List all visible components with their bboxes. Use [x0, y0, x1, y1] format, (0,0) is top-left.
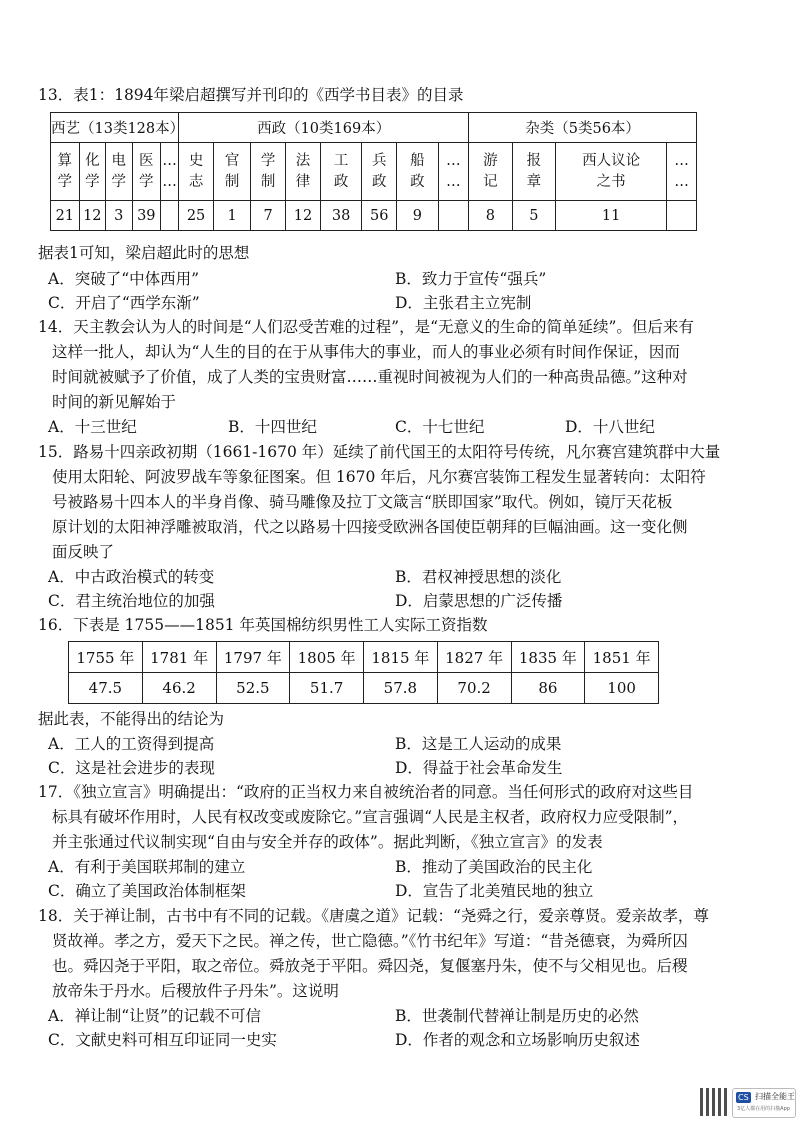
category-count-cell: 9 — [397, 201, 438, 231]
category-name-part: 游 — [483, 152, 498, 169]
q17-option-b[interactable]: B．推动了美国政治的民主化 — [395, 858, 593, 876]
q15-line-5: 面反映了 — [52, 543, 115, 561]
category-name-part: 志 — [188, 173, 204, 190]
wage-index-cell: 57.8 — [364, 673, 438, 704]
category-name-part: 法 — [295, 152, 311, 169]
category-name-part: … — [674, 152, 689, 169]
category-count-cell: 12 — [79, 201, 105, 231]
category-name-cell — [161, 143, 179, 201]
category-count-cell: 3 — [106, 201, 132, 231]
q18-option-a[interactable]: A．禅让制“让贤”的记载不可信 — [48, 1007, 262, 1025]
q16-option-a[interactable]: A．工人的工资得到提高 — [48, 735, 215, 753]
q14-option-b[interactable]: B．十四世纪 — [228, 418, 317, 436]
category-name-part: 化 — [85, 152, 100, 169]
category-name-cell — [438, 143, 469, 201]
q18-option-c[interactable]: C．文献史料可相互印证同一史实 — [48, 1031, 277, 1049]
category-name-part: 兵 — [371, 152, 387, 169]
q18-line-2: 贤故禅。孝之方，爱天下之民。禅之传，世亡隐德。”《竹书纪年》写道：“昔尧德衰，为舜所囚 — [52, 932, 688, 950]
category-count-cell — [438, 201, 469, 231]
q16-table — [68, 641, 659, 704]
category-name-cell — [79, 143, 105, 201]
group-xizheng: 西政（10类169本） — [179, 113, 469, 143]
year-cell: 1805 年 — [290, 642, 364, 673]
q15-line-4: 原计划的太阳神浮雕被取消，代之以路易十四接受欧洲各国使臣朝拜的巨幅油画。这一变化侧 — [52, 518, 688, 536]
category-name-part: 政 — [333, 173, 349, 190]
category-count-cell — [161, 201, 179, 231]
q17-line-3: 并主张通过代议制实现“自由与安全并存的政体”。据此判断，《独立宣言》的发表 — [52, 833, 603, 851]
category-count-cell: 39 — [132, 201, 161, 231]
category-name-cell — [286, 143, 321, 201]
category-name-cell — [362, 143, 397, 201]
category-name-part: 史 — [188, 152, 204, 169]
category-name-cell — [106, 143, 132, 201]
category-name-part: 船 — [410, 152, 425, 169]
q13-option-b[interactable]: B．致力于宣传“强兵” — [395, 270, 547, 288]
category-name-part: 医 — [139, 152, 154, 169]
category-count-cell: 1 — [214, 201, 251, 231]
q14-line-3: 时间就被赋予了价值，成了人类的宝贵财富……重视时间被视为人们的一种高贵品德。”这种对 — [52, 368, 688, 386]
q15-option-b[interactable]: B．君权神授思想的淡化 — [395, 568, 562, 586]
category-count-cell: 25 — [179, 201, 214, 231]
q14-option-d[interactable]: D．十八世纪 — [565, 418, 655, 436]
category-name-cell — [51, 143, 80, 201]
category-name-part: 章 — [526, 173, 542, 190]
wage-index-cell: 52.5 — [216, 673, 290, 704]
q15-line-2: 使用太阳轮、阿波罗战车等象征图案。但 1670 年后，凡尔赛宫装饰工程发生显著转向：太阳符 — [52, 468, 706, 486]
category-name-part: … — [162, 173, 177, 190]
category-name-part: 律 — [295, 173, 311, 190]
q14-option-a[interactable]: A．十三世纪 — [48, 418, 137, 436]
year-cell: 1781 年 — [142, 642, 216, 673]
q18-option-b[interactable]: B．世袭制代替禅让制是历史的必然 — [395, 1007, 639, 1025]
wage-index-cell: 70.2 — [437, 673, 511, 704]
category-name-part: 记 — [483, 173, 498, 190]
q15-option-a[interactable]: A．中古政治模式的转变 — [48, 568, 215, 586]
q18-line-3: 也。舜囚尧于平阳，取之帝位。舜放尧于平阳。舜囚尧，复偃塞丹朱，使不与父相见也。后稷 — [52, 957, 688, 975]
q13-table — [50, 112, 697, 231]
year-cell: 1755 年 — [69, 642, 143, 673]
q17-option-c[interactable]: C．确立了美国政治体制框架 — [48, 882, 246, 900]
category-name-part: 政 — [410, 173, 425, 190]
category-name-part: 之书 — [596, 173, 626, 190]
category-count-cell: 21 — [51, 201, 80, 231]
q13-stem: 13．表1：1894年梁启超撰写并刊印的《西学书目表》的目录 — [38, 86, 464, 104]
q18-line-1: 18．关于禅让制，古书中有不同的记载。《唐虞之道》记载：“尧舜之行，爱亲尊贤。爱亲故孝，尊 — [38, 907, 709, 925]
category-name-cell — [397, 143, 438, 201]
category-name-part: 学 — [57, 173, 73, 190]
q15-option-d[interactable]: D．启蒙思想的广泛传播 — [395, 592, 563, 610]
q15-option-c[interactable]: C．君主统治地位的加强 — [48, 592, 215, 610]
category-count-cell: 5 — [512, 201, 555, 231]
q13-question: 据表1可知，梁启超此时的思想 — [38, 244, 250, 262]
category-name-part: 电 — [111, 152, 127, 169]
category-name-part: 制 — [260, 173, 276, 190]
category-name-cell — [251, 143, 286, 201]
qr-code-icon — [700, 1088, 728, 1116]
q15-line-3: 号被路易十四本人的半身肖像、骑马雕像及拉丁文箴言“朕即国家”取代。例如，镜厅天花板 — [52, 493, 673, 511]
year-cell: 1797 年 — [216, 642, 290, 673]
year-cell: 1827 年 — [437, 642, 511, 673]
category-count-cell: 38 — [320, 201, 361, 231]
category-name-part: 工 — [333, 152, 349, 169]
category-name-cell — [469, 143, 512, 201]
category-count-cell: 7 — [251, 201, 286, 231]
q14-option-c[interactable]: C．十七世纪 — [395, 418, 485, 436]
category-name-cell — [512, 143, 555, 201]
q13-option-c[interactable]: C．开启了“西学东渐” — [48, 294, 200, 312]
camscanner-logo-icon: CS — [738, 1093, 749, 1102]
q15-line-1: 15．路易十四亲政初期（1661-1670 年）延续了前代国王的太阳符号传统，凡尔赛宫建筑群中大量 — [38, 443, 721, 461]
category-name-part: 学 — [139, 173, 154, 190]
category-name-part: … — [162, 152, 177, 169]
q17-option-d[interactable]: D．宣告了北美殖民地的独立 — [395, 882, 594, 900]
watermark-sub: 3亿人都在用的扫描App — [737, 1106, 790, 1112]
q14-line-1: 14．天主教会认为人的时间是“人们忍受苦难的过程”，是“无意义的生命的简单延续”。但后来有 — [38, 318, 694, 336]
wage-index-cell: 46.2 — [142, 673, 216, 704]
scanner-watermark — [732, 1088, 796, 1118]
category-name-cell — [556, 143, 667, 201]
q17-option-a[interactable]: A．有利于美国联邦制的建立 — [48, 858, 246, 876]
q13-option-a[interactable]: A．突破了“中体西用” — [48, 270, 200, 288]
category-name-part: 报 — [526, 152, 542, 169]
q18-option-d[interactable]: D．作者的观念和立场影响历史叙述 — [395, 1031, 640, 1049]
category-name-part: 算 — [57, 152, 73, 169]
year-cell: 1815 年 — [364, 642, 438, 673]
category-name-cell — [179, 143, 214, 201]
wage-index-cell: 86 — [511, 673, 585, 704]
category-count-cell: 8 — [469, 201, 512, 231]
category-name-part: 西人议论 — [582, 152, 641, 169]
q18-line-4: 放帝朱于丹水。后稷放件子丹朱”。这说明 — [52, 982, 339, 1000]
wage-index-cell: 100 — [585, 673, 659, 704]
category-count-cell — [667, 201, 697, 231]
q13-option-d[interactable]: D．主张君主立宪制 — [395, 294, 532, 312]
category-name-cell — [667, 143, 697, 201]
category-name-part: 学 — [111, 173, 127, 190]
category-name-cell — [214, 143, 251, 201]
q16-stem: 16．下表是 1755——1851 年英国棉纺织男性工人实际工资指数 — [38, 616, 488, 634]
q17-line-1: 17．《独立宣言》明确提出：“政府的正当权力来自被统治者的同意。当任何形式的政府对这些目 — [38, 783, 694, 801]
category-name-part: 学 — [260, 152, 276, 169]
category-name-part: 学 — [85, 173, 100, 190]
q16-option-c[interactable]: C．这是社会进步的表现 — [48, 759, 215, 777]
category-name-part: … — [674, 173, 689, 190]
category-name-part: … — [446, 152, 461, 169]
category-name-part: 制 — [224, 173, 240, 190]
category-name-part: 官 — [224, 152, 240, 169]
group-xiyi: 西艺（13类128本） — [51, 113, 179, 143]
category-name-part: … — [446, 173, 461, 190]
category-count-cell: 12 — [286, 201, 321, 231]
wage-index-cell: 47.5 — [69, 673, 143, 704]
category-name-cell — [320, 143, 361, 201]
wage-index-cell: 51.7 — [290, 673, 364, 704]
group-zalei: 杂类（5类56本） — [469, 113, 697, 143]
q16-question: 据此表，不能得出的结论为 — [38, 710, 225, 728]
year-cell: 1835 年 — [511, 642, 585, 673]
q16-option-d[interactable]: D．得益于社会革命发生 — [395, 759, 563, 777]
q17-line-2: 标具有破坏作用时，人民有权改变或废除它。”宣言强调“人民是主权者，政府权力应受限制”， — [52, 808, 689, 826]
year-cell: 1851 年 — [585, 642, 659, 673]
q14-line-2: 这样一批人，却认为“人生的目的在于从事伟大的事业，而人的事业必须有时间作保证，因而 — [52, 343, 680, 361]
category-name-part: 政 — [371, 173, 387, 190]
category-count-cell: 11 — [556, 201, 667, 231]
q14-line-4: 时间的新见解始于 — [52, 393, 177, 411]
q16-option-b[interactable]: B．这是工人运动的成果 — [395, 735, 562, 753]
watermark-name: 扫描全能王 — [755, 1092, 795, 1101]
category-name-cell — [132, 143, 161, 201]
category-count-cell: 56 — [362, 201, 397, 231]
